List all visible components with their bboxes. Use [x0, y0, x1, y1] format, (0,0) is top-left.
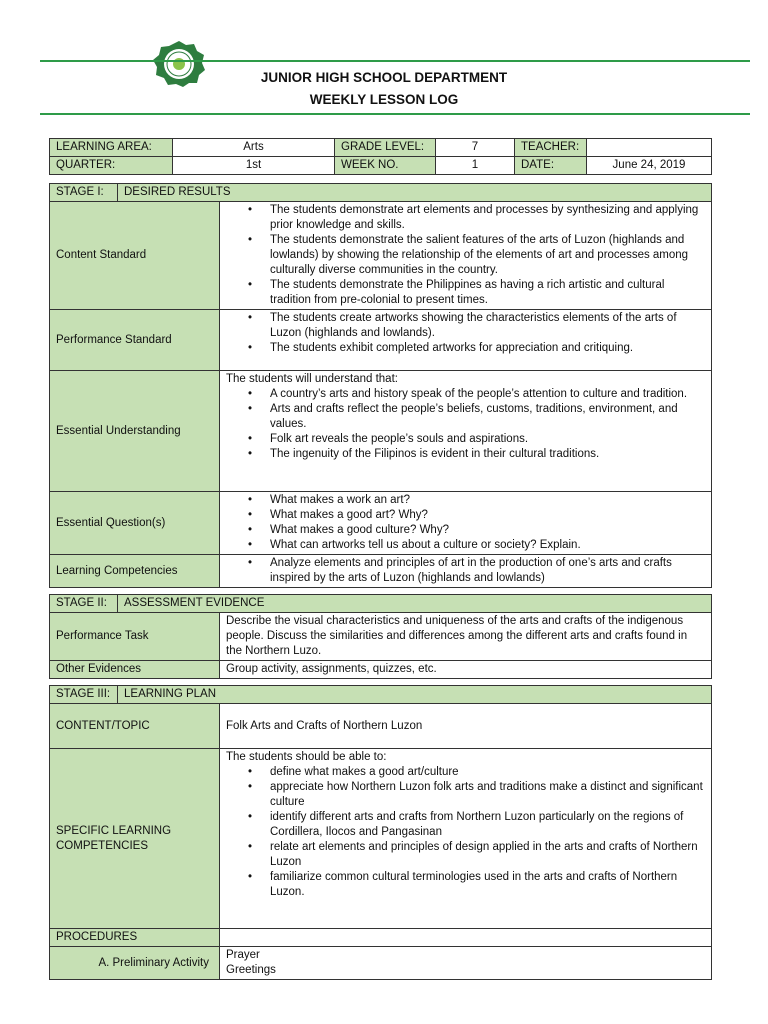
learning-area-value: Arts: [173, 139, 335, 157]
department-title: JUNIOR HIGH SCHOOL DEPARTMENT: [260, 70, 508, 85]
learning-competencies-label: Learning Competencies: [50, 555, 220, 588]
other-evidences-label: Other Evidences: [50, 661, 220, 679]
list-item: • What makes a work an art?: [270, 493, 705, 508]
list-item: • The students demonstrate art elements and processes by synthesizing and applying prior knowledge and skills.: [270, 203, 705, 233]
stage3-title: LEARNING PLAN: [118, 686, 712, 704]
list-item: • The ingenuity of the Filipinos is evident in their cultural traditions.: [270, 447, 705, 462]
stage2-label: STAGE II:: [50, 595, 118, 613]
performance-task-value: Describe the visual characteristics and uniqueness of the arts and crafts of the indigenous people. Discuss the similarities and differences among the different arts and crafts found in the Northern Luzo.: [220, 613, 712, 661]
procedures-label: PROCEDURES: [50, 929, 220, 947]
list-item: • What makes a good art? Why?: [270, 508, 705, 523]
preliminary-activity-cell: [220, 947, 712, 980]
learning-competencies-cell: [220, 555, 712, 588]
list-item: • Arts and crafts reflect the people’s beliefs, customs, traditions, environment, and values.: [270, 402, 705, 432]
log-title: WEEKLY LESSON LOG: [309, 92, 459, 107]
preliminary-line-prayer: Prayer: [226, 949, 260, 961]
preliminary-activity-label: A. Preliminary Activity: [50, 947, 220, 980]
list-item: • The students create artworks showing the characteristics elements of the arts of Luzon (highlands and lowlands).: [270, 311, 705, 341]
week-value: 1: [436, 157, 515, 175]
info-table: [49, 138, 712, 175]
list-item: • What makes a good culture? Why?: [270, 523, 705, 538]
header-rule-top: [40, 60, 750, 62]
performance-standard-label: Performance Standard: [50, 310, 220, 371]
preliminary-line-greetings: Greetings: [226, 964, 276, 976]
stage1-title: DESIRED RESULTS: [118, 184, 712, 202]
essential-questions-label: Essential Question(s): [50, 492, 220, 555]
performance-standard-cell: [220, 310, 712, 371]
list-item: • The students demonstrate the salient features of the arts of Luzon (highlands and lowlands) by showing the relationship of the elements of art and processes among culturally diverse communities in the country.: [270, 233, 705, 278]
content-standard-label: Content Standard: [50, 202, 220, 310]
stage1-table: [49, 183, 712, 588]
stage3-table: [49, 685, 712, 980]
stage2-table: [49, 594, 712, 679]
stage2-title: ASSESSMENT EVIDENCE: [118, 595, 712, 613]
grade-level-value: 7: [436, 139, 515, 157]
date-value: June 24, 2019: [587, 157, 712, 175]
procedures-value: [220, 929, 712, 947]
other-evidences-value: Group activity, assignments, quizzes, etc.: [220, 661, 712, 679]
content-topic-value: Folk Arts and Crafts of Northern Luzon: [220, 704, 712, 749]
slc-label-line1: SPECIFIC LEARNING: [56, 824, 172, 837]
list-item: • define what makes a good art/culture: [270, 765, 705, 780]
header-rule-bottom: [40, 113, 750, 115]
list-item: • familiarize common cultural terminologies used in the arts and crafts of Northern Luzon.: [270, 870, 705, 900]
list-item: • The students exhibit completed artworks for appreciation and critiquing.: [270, 341, 705, 356]
date-label: DATE:: [515, 157, 587, 175]
list-item: • Analyze elements and principles of art in the production of one’s arts and crafts inspired by the arts of Luzon (highlands and lowlands): [270, 556, 705, 586]
week-label: WEEK NO.: [335, 157, 436, 175]
content-standard-cell: [220, 202, 712, 310]
list-item: • appreciate how Northern Luzon folk arts and traditions make a distinct and significant culture: [270, 780, 705, 810]
stage1-label: STAGE I:: [50, 184, 118, 202]
learning-area-label: LEARNING AREA:: [50, 139, 173, 157]
quarter-label: QUARTER:: [50, 157, 173, 175]
content-topic-label: CONTENT/TOPIC: [50, 704, 220, 749]
teacher-value: [587, 139, 712, 157]
stage3-label: STAGE III:: [50, 686, 118, 704]
specific-learning-competencies-label: [50, 749, 220, 929]
essential-understanding-label: Essential Understanding: [50, 371, 220, 492]
list-item: • The students demonstrate the Philippines as having a rich artistic and cultural tradition from pre-colonial to present times.: [270, 278, 705, 308]
list-item: • What can artworks tell us about a culture or society? Explain.: [270, 538, 705, 553]
essential-understanding-intro: The students will understand that:: [226, 373, 398, 385]
teacher-label: TEACHER:: [515, 139, 587, 157]
list-item: • relate art elements and principles of design applied in the arts and crafts of Northern Luzon: [270, 840, 705, 870]
slc-intro: The students should be able to:: [226, 751, 387, 763]
essential-questions-cell: [220, 492, 712, 555]
specific-learning-competencies-cell: [220, 749, 712, 929]
list-item: • A country’s arts and history speak of the people’s attention to culture and tradition.: [270, 387, 705, 402]
essential-understanding-cell: [220, 371, 712, 492]
grade-level-label: GRADE LEVEL:: [335, 139, 436, 157]
performance-task-label: Performance Task: [50, 613, 220, 661]
list-item: • identify different arts and crafts from Northern Luzon particularly on the regions of Cordillera, Ilocos and Pangasinan: [270, 810, 705, 840]
list-item: • Folk art reveals the people’s souls and aspirations.: [270, 432, 705, 447]
slc-label-line2: COMPETENCIES: [56, 839, 149, 852]
quarter-value: 1st: [173, 157, 335, 175]
